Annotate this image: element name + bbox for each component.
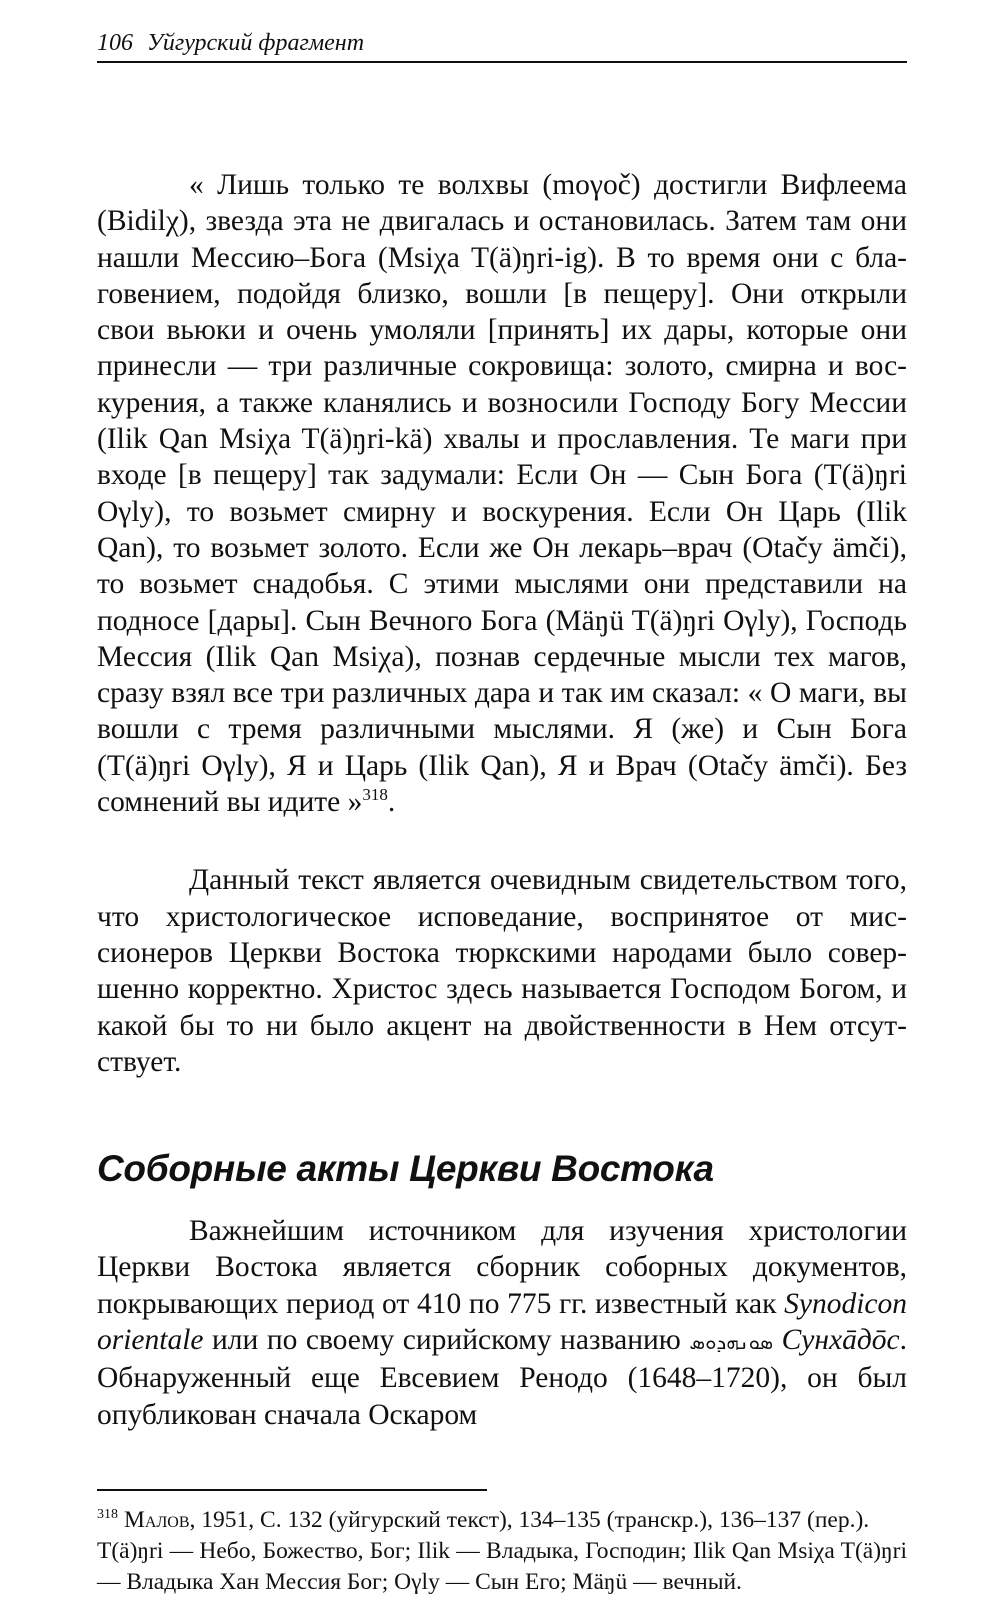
quote-end: .: [387, 786, 396, 819]
body-paragraph-3: [97, 1213, 907, 1433]
footnote-citation: , 1951, С. 132 (уйгурский текст), 134–135 (транскр.), 136–137 (пер.).: [189, 1506, 870, 1533]
quote-text: « Лишь только те волхвы (moγoč) достигли Вифлеема (Bidilχ), звезда эта не двигалась и остановилась. Затем там они нашли Мессию–Бога (Msiχa T(ä)ŋri-ig). В то время они с благовением, подойдя близко, вошли [в пещеру]. Они открыли свои вьюки и очень умоляли [принять] их дары, которые они принесли — три различные сокровища: золото, смирна и воскурения, а также кланялись и возносили Господу Богу Мессии (Ilik Qan Msiχa T(ä)ŋri-kä) хвалы и прославления. Те маги при входе [в пещеру] так задумали: Если Он — Сын Бога (T(ä)ŋri Oγly), то возьмет смирну и воскурения. Если Он Царь (Ilik Qan), то возьмет золото. Если же Он лекарь–врач (Otačy ämči), то возьмет снадобья. С этими мыслями они представили на подносе [дары]. Сын Вечного Бога (Mäŋü T(ä)ŋri Oγly), Господь Мессия (Ilik Qan Msiχa), познав сердечные мысли тех магов, сразу взял все три различных дара и так им сказал: « О маги, вы вошли с тремя различными мыслями. Я (же) и Сын Бога (T(ä)ŋri Oγly), Я и Царь (Ilik Qan), Я и Врач (Otačy ämči). Без сомнений вы идите »: [97, 169, 907, 819]
footnote-ref-318[interactable]: 318: [362, 785, 388, 805]
p3-syriac-word: ܣܘܢܗܕܘܣ: [689, 1330, 774, 1355]
body-paragraph-2: Данный текст является очевидным свидетельством того, что христологическое исповедание, воспринятое от миссионеров Церкви Востока тюркскими народами было совершенно корректно. Христос здесь называется Господом Богом, и какой бы то ни было акцент на двойственности в Нем отсутствует.: [97, 864, 907, 1078]
p3-part1: Важнейшим источником для изучения христологии Церкви Востока является сборник соборных документов, покрывающих период от 410 по 775 гг. известный как: [97, 1215, 907, 1320]
p3-part2: или по своему сирийскому названию: [203, 1324, 690, 1357]
p3-synodicon-title: Synodicon orientale: [97, 1287, 907, 1357]
quote-paragraph: [97, 167, 907, 820]
page-number: 106: [97, 30, 133, 56]
footnote-author: Малов: [124, 1506, 190, 1533]
running-title: Уйгурский фрагмент: [147, 30, 365, 56]
p3-part3: . Обнаруженный еще Евсевием Ренодо (1648–1720), он был опубликован сначала Оскаром: [97, 1324, 908, 1431]
book-page: [97, 28, 907, 1598]
p3-syriac-transliteration: Сунхāдōс: [781, 1324, 900, 1357]
footnotes: [97, 1505, 907, 1598]
footnote-number: 318: [97, 1507, 118, 1523]
section-heading: Соборные акты Церкви Востока: [97, 1148, 714, 1190]
footnote-318: [97, 1505, 907, 1536]
footnote-divider: [97, 1489, 487, 1491]
running-head: [97, 28, 907, 63]
footnote-glossary: T(ä)ŋri — Небо, Божество, Бог; Ilik — Владыка, Господин; Ilik Qan Msiχa T(ä)ŋri — Владыка Хан Мессия Бог; Oγly — Сын Его; Mäŋü — вечный.: [97, 1537, 907, 1595]
